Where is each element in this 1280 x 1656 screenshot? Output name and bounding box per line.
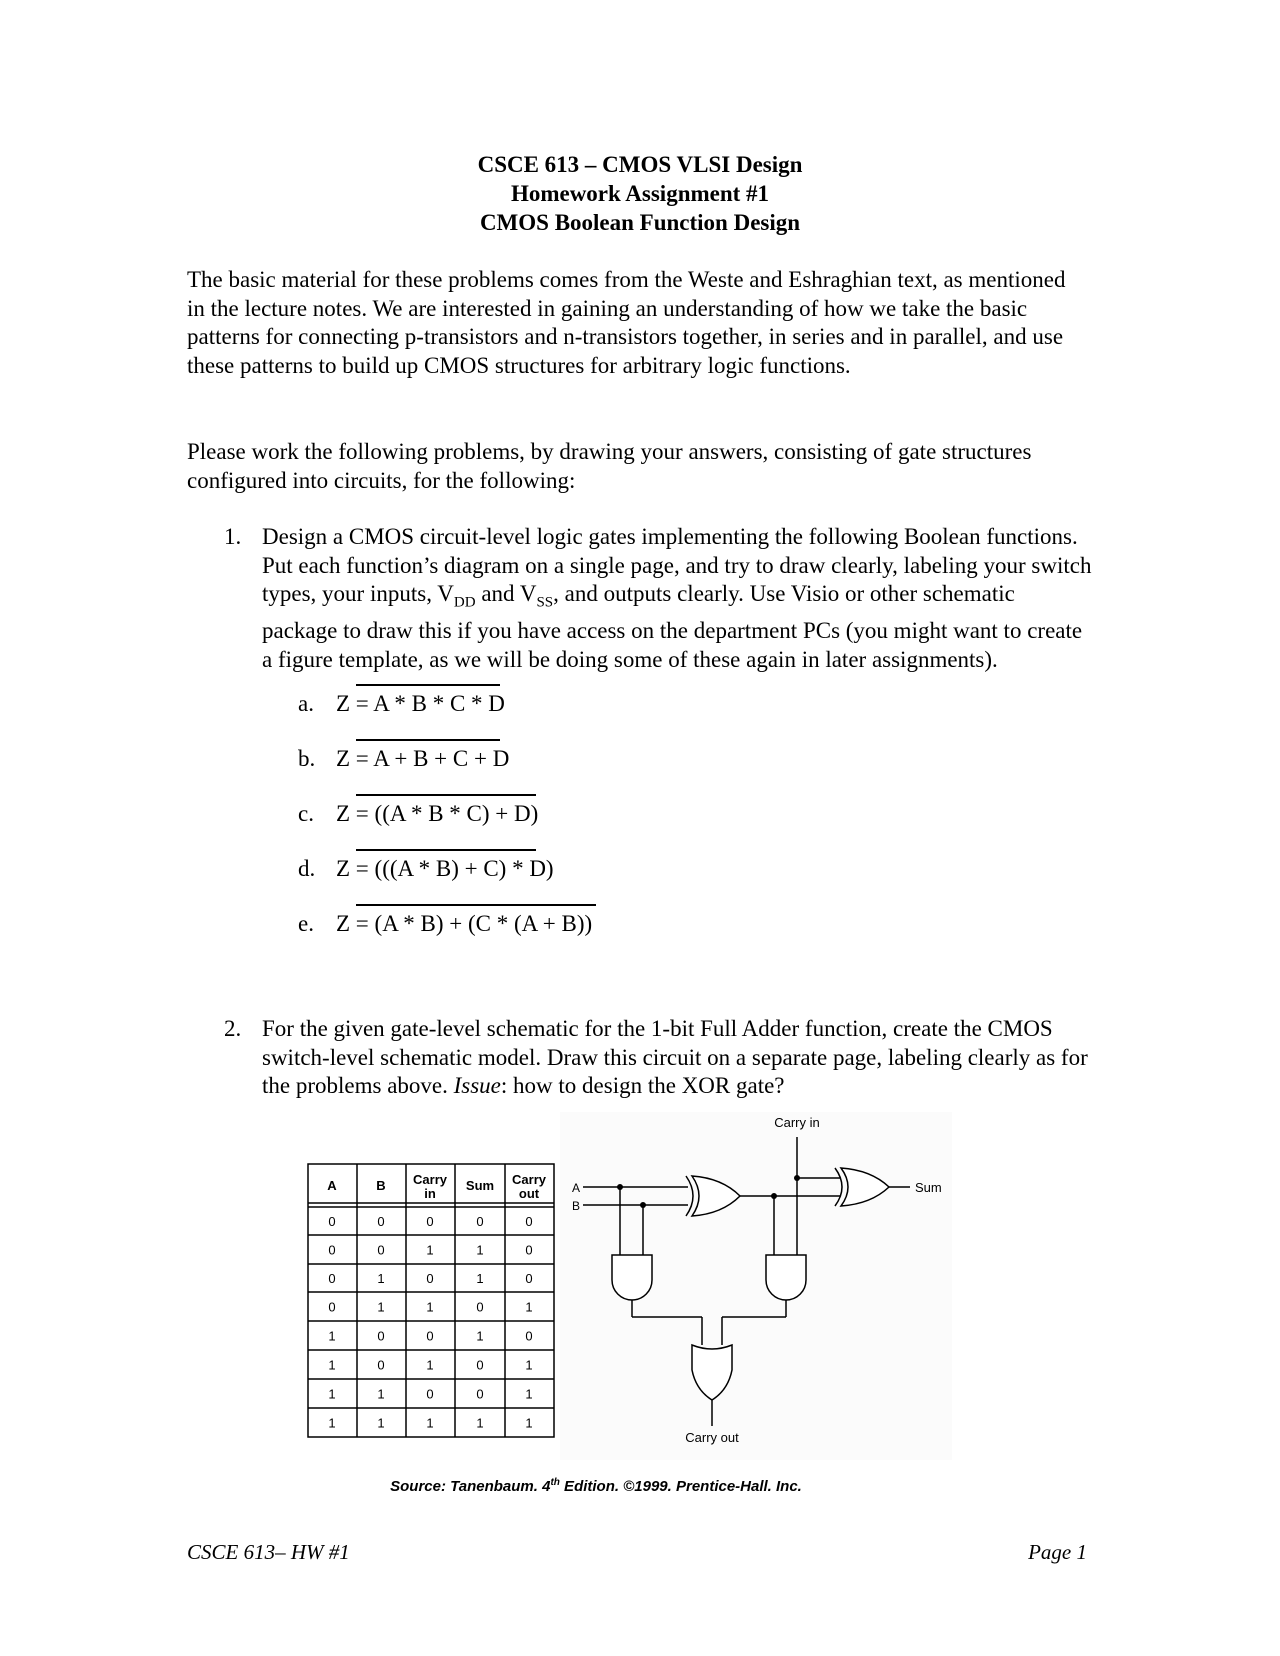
truth-table-cell: 0 xyxy=(525,1242,533,1258)
problem-number: 1. xyxy=(224,524,242,549)
label-input-a: A xyxy=(572,1181,581,1195)
truth-table-cell: 0 xyxy=(328,1271,336,1286)
tt-header-carry-out: Carry out xyxy=(512,1172,546,1201)
truth-table-cell: 0 xyxy=(476,1386,484,1402)
truth-table-cell: 1 xyxy=(426,1242,434,1258)
truth-table-cell: 1 xyxy=(328,1386,336,1402)
truth-table-cell: 0 xyxy=(377,1357,385,1373)
truth-table-cell: 1 xyxy=(525,1299,533,1315)
truth-table-cell: 0 xyxy=(476,1299,484,1315)
truth-table-cell: 0 xyxy=(377,1242,385,1258)
truth-table-cell: 1 xyxy=(328,1357,336,1373)
truth-table-cell: 1 xyxy=(525,1386,533,1402)
truth-table-cells xyxy=(328,1214,532,1431)
assignment-title: Homework Assignment #1 xyxy=(510,181,770,206)
truth-table-cell: 1 xyxy=(525,1415,533,1431)
truth-table-cell: 0 xyxy=(426,1386,434,1402)
instructions-paragraph: Please work the following problems, by drawing your answers, consisting of gate structures configured into circuits, for the following: xyxy=(187,439,1032,493)
truth-table-cell: 0 xyxy=(328,1214,336,1229)
label-sum: Sum xyxy=(915,1180,942,1195)
function-item-a: a. Z = A * B * C * D xyxy=(298,691,505,716)
figure-source: Source: Tanenbaum. 4th Edition. ©1999. Prentice-Hall. Inc. xyxy=(390,1477,802,1495)
truth-table-cell: 1 xyxy=(377,1386,385,1402)
function-item-c: c. Z = ((A * B * C) + D) xyxy=(298,801,539,826)
truth-table-cell: 1 xyxy=(476,1242,484,1258)
course-title: CSCE 613 – CMOS VLSI Design xyxy=(477,152,803,177)
truth-table-cell: 1 xyxy=(328,1415,336,1431)
function-item-e: e. Z = (A * B) + (C * (A + B)) xyxy=(298,911,593,936)
truth-table-cell: 1 xyxy=(377,1415,385,1431)
problem-text: For the given gate-level schematic for the 1-bit Full Adder function, create the CMOS switch-level schematic model. Draw this circuit on a separate page, labeling clearly as for the problems above. Issue: how to design the XOR gate? xyxy=(262,1016,1088,1099)
tt-header-sum: Sum xyxy=(465,1178,495,1193)
function-item-d: d. Z = (((A * B) + C) * D) xyxy=(298,856,554,881)
topic-title: CMOS Boolean Function Design xyxy=(479,210,801,235)
truth-table-cell: 0 xyxy=(525,1271,533,1286)
truth-table-cell: 1 xyxy=(377,1299,385,1315)
truth-table-cell: 1 xyxy=(426,1415,434,1431)
problem-number: 2. xyxy=(224,1016,242,1041)
truth-table-cell: 0 xyxy=(328,1299,336,1315)
label-input-b: B xyxy=(572,1199,581,1213)
truth-table-cell: 1 xyxy=(426,1299,434,1315)
problem-text: Design a CMOS circuit-level logic gates implementing the following Boolean functions. Put each function’s diagram on a single page, and try to draw clearly, labeling your switch types, your inputs, $V_{DD}$ and $V_{SS}$, and outputs clearly. Use Visio or other schematic package to draw this if you have access on the department PCs (you might want to create a figure template, as we will be doing some of these again in later assignments). xyxy=(262,524,1092,672)
truth-table-cell: 0 xyxy=(328,1242,336,1258)
truth-table-cell: 1 xyxy=(476,1328,484,1344)
tt-header-carry-in: Carry in xyxy=(413,1172,447,1201)
truth-table-cell: 0 xyxy=(525,1328,533,1344)
function-item-b: b. Z = A + B + C + D xyxy=(298,746,510,771)
label-carry-out: Carry out xyxy=(685,1430,739,1445)
truth-table-cell: 1 xyxy=(328,1328,336,1344)
footer-course: CSCE 613– HW #1 xyxy=(187,1540,350,1564)
truth-table-cell: 0 xyxy=(426,1271,434,1286)
truth-table-cell: 1 xyxy=(476,1415,484,1431)
tt-header-a: A xyxy=(327,1178,337,1193)
intro-paragraph: The basic material for these problems comes from the Weste and Eshraghian text, as mentioned in the lecture notes. We are interested in gaining an understanding of how we take the basic patterns for connecting p-transistors and n-transistors together, in series and in parallel, and use these patterns to build up CMOS structures for arbitrary logic functions. xyxy=(187,267,1066,378)
footer-page-number: Page 1 xyxy=(1028,1540,1087,1564)
truth-table-cell: 0 xyxy=(426,1328,434,1344)
truth-table-cell: 1 xyxy=(476,1271,484,1286)
truth-table-cell: 0 xyxy=(476,1357,484,1373)
truth-table-cell: 0 xyxy=(426,1214,434,1229)
truth-table-cell: 1 xyxy=(377,1271,385,1286)
truth-table-cell: 0 xyxy=(476,1214,484,1229)
truth-table-cell: 0 xyxy=(525,1214,533,1229)
truth-table-cell: 1 xyxy=(426,1357,434,1373)
truth-table-cell: 0 xyxy=(377,1328,385,1344)
label-carry-in: Carry in xyxy=(774,1115,820,1130)
tt-header-b: B xyxy=(376,1178,386,1193)
truth-table-cell: 1 xyxy=(525,1357,533,1373)
truth-table-cell: 0 xyxy=(377,1214,385,1229)
